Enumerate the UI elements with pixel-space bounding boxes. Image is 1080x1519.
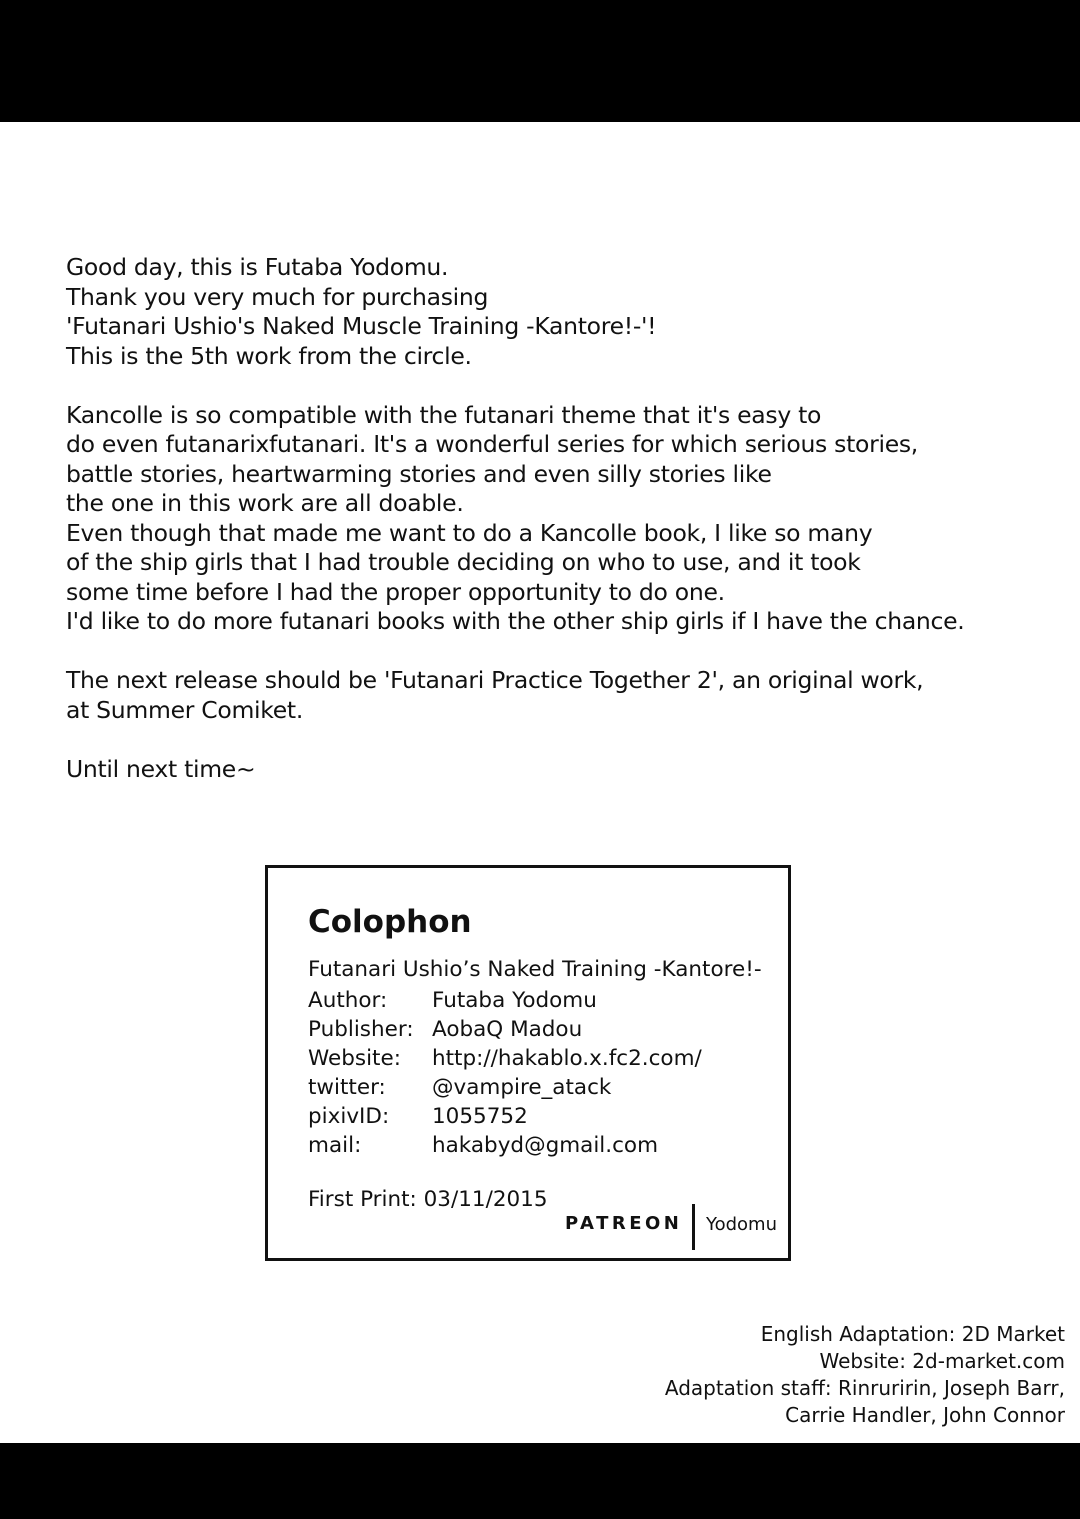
colophon-box [265,865,791,1261]
text-line: of the ship girls that I had trouble deciding on who to use, and it took [66,548,861,576]
row-label: twitter: [308,1075,386,1100]
text-line: Until next time~ [66,754,256,783]
text-line: Good day, this is Futaba Yodomu. [66,253,449,281]
text-line: some time before I had the proper opportunity to do one. [66,577,725,606]
credit-line: Website: 2d-market.com [819,1349,1065,1373]
row-label: mail: [308,1133,362,1158]
text-line: Even though that made me want to do a Kancolle book, I like so many [66,518,873,547]
row-label: pixivID: [308,1104,390,1129]
text-line: Kancolle is so compatible with the futanari theme that it's easy to [66,400,822,429]
credit-line: Adaptation staff: Rinruririn, Joseph Barr, [664,1376,1065,1400]
text-line: Thank you very much for purchasing [66,282,489,311]
colophon-row-pixiv [308,1102,702,1131]
text-line: the one in this work are all doable. [66,489,464,517]
colophon-rows [308,986,702,1160]
patreon-logo: PATREON [565,1213,683,1234]
top-black-bar [0,0,1080,122]
first-print: First Print: 03/11/2015 [308,1187,548,1212]
text-line: 'Futanari Ushio's Naked Muscle Training -Kantore!-'! [66,312,657,340]
colophon-row-website [308,1044,702,1073]
row-label: Website: [308,1046,401,1071]
text-line: This is the 5th work from the circle. [66,341,472,370]
row-value: 1055752 [432,1104,528,1129]
row-label: Publisher: [308,1017,414,1042]
patreon-name: Yodomu [706,1214,777,1235]
text-line: I'd like to do more futanari books with the other ship girls if I have the chance. [66,607,965,635]
text-line: The next release should be 'Futanari Practice Together 2', an original work, [66,666,924,694]
work-title: Futanari Ushio’s Naked Training -Kantore!- [308,957,762,982]
row-value: AobaQ Madou [432,1017,583,1042]
row-value: @vampire_atack [432,1075,612,1100]
text-line: do even futanarixfutanari. It's a wonderful series for which serious stories, [66,430,918,458]
colophon-row-mail [308,1131,702,1160]
colophon-title: Colophon [308,904,472,940]
row-value: hakabyd@gmail.com [432,1133,659,1158]
credit-line: English Adaptation: 2D Market [760,1322,1065,1346]
afterword-text [66,253,964,784]
row-label: Author: [308,988,388,1013]
text-line: at Summer Comiket. [66,695,303,724]
row-value: http://hakablo.x.fc2.com/ [432,1046,702,1071]
blank-line [66,637,964,667]
row-value: Futaba Yodomu [432,988,597,1013]
text-line: battle stories, heartwarming stories and even silly stories like [66,459,772,488]
blank-line [66,371,964,401]
colophon-row-author [308,986,702,1015]
colophon-row-twitter [308,1073,702,1102]
patreon-divider [692,1204,695,1250]
bottom-black-bar [0,1443,1080,1519]
adaptation-credits [665,1321,1065,1429]
credit-line: Carrie Handler, John Connor [785,1403,1065,1427]
blank-line [66,725,964,755]
colophon-row-publisher [308,1015,702,1044]
